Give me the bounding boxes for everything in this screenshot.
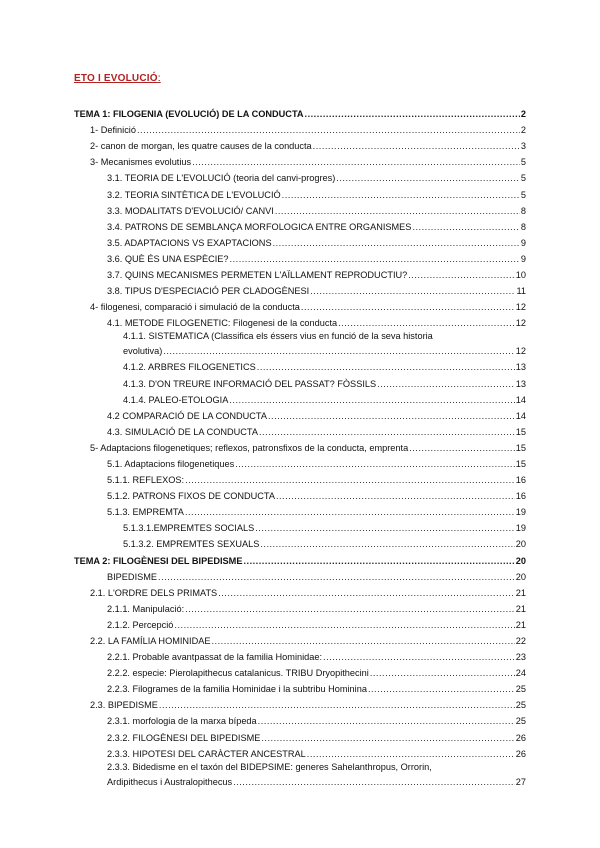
toc-leader-dots — [185, 475, 515, 485]
toc-leader-dots — [185, 507, 515, 517]
toc-page-number: 20 — [515, 571, 526, 582]
toc-page-number: 20 — [515, 555, 526, 566]
toc-entry-title: 5- Adaptacions filogenetiques; reflexos, patronsfixos de la conducta, emprenta — [90, 442, 409, 453]
document-title-text: ETO I EVOLUCIÓ — [74, 73, 158, 84]
toc-entry-title: 3.4. PATRONS DE SEMBLANÇA MORFOLOGICA ENTRE ORGANISMES — [107, 221, 412, 232]
toc-page-number: 21 — [515, 587, 526, 598]
toc-entry[interactable] — [0, 469, 600, 485]
toc-leader-dots — [159, 700, 515, 710]
toc-entry-title: TEMA 1: FILOGENIA (EVOLUCIÓ) DE LA CONDUCTA — [74, 109, 304, 120]
toc-entry[interactable] — [0, 630, 600, 646]
toc-entry[interactable] — [0, 119, 600, 135]
toc-entry-title: 4.1.2. ARBRES FILOGENETICS — [123, 362, 256, 373]
toc-entry-title: 2.3.2. FILOGÈNESI DEL BIPEDISME — [107, 732, 261, 743]
toc-leader-dots — [163, 346, 514, 356]
toc-entry-title: 2.3. BIPEDISME — [90, 700, 158, 711]
toc-page-number: 9 — [520, 237, 526, 248]
toc-entry-title: 2.3.1. morfologia de la marxa bípeda — [107, 716, 257, 727]
toc-page-number: 22 — [515, 636, 526, 646]
toc-page-number: 27 — [515, 776, 526, 787]
toc-page-number: 9 — [520, 253, 526, 264]
toc-entry[interactable] — [0, 533, 600, 549]
toc-leader-dots — [336, 173, 520, 183]
toc-page-number: 13 — [515, 362, 526, 373]
toc-page-number: 19 — [515, 507, 526, 518]
toc-entry-title: 4.3. SIMULACIÓ DE LA CONDUCTA — [107, 426, 258, 437]
toc-entry[interactable] — [0, 135, 600, 151]
toc-entry[interactable] — [0, 598, 600, 614]
toc-leader-dots — [257, 362, 515, 372]
toc-leader-dots — [233, 777, 515, 787]
toc-page-number: 21 — [515, 603, 526, 614]
toc-entry[interactable] — [0, 453, 600, 469]
toc-entry[interactable] — [0, 405, 600, 421]
toc-page-number: 8 — [520, 205, 526, 216]
toc-page-number: 10 — [515, 270, 526, 281]
toc-leader-dots — [268, 411, 515, 421]
toc-page-number: 15 — [515, 442, 526, 453]
toc-entry[interactable] — [0, 566, 600, 582]
toc-entry-title: 1- Definició — [90, 125, 136, 136]
toc-page-number: 12 — [515, 302, 526, 313]
toc-leader-dots — [258, 716, 515, 726]
toc-entry[interactable] — [0, 517, 600, 533]
toc-leader-dots — [260, 539, 514, 549]
toc-page-number: 12 — [515, 346, 526, 357]
toc-leader-dots — [412, 222, 519, 232]
toc-entry-title: 5.1.3. EMPREMTA — [107, 507, 184, 518]
toc-leader-dots — [230, 254, 520, 264]
toc-entry-title: 2.1. L'ORDRE DELS PRIMATS — [90, 587, 218, 598]
toc-page-number: 11 — [516, 286, 526, 297]
toc-page-number: 16 — [515, 475, 526, 486]
toc-entry[interactable] — [0, 678, 600, 694]
toc-page-number: 24 — [515, 668, 526, 679]
toc-leader-dots — [377, 379, 515, 389]
toc-leader-dots — [368, 684, 515, 694]
toc-entry-title: 2.2.1. Probable avantpassat de la familia Hominidae: — [107, 652, 323, 663]
toc-entry[interactable] — [0, 232, 600, 248]
toc-leader-dots — [235, 459, 515, 469]
toc-leader-dots — [313, 141, 520, 151]
toc-leader-dots — [409, 443, 515, 453]
toc-entry[interactable] — [0, 694, 600, 710]
toc-page-number: 5 — [520, 173, 526, 184]
toc-entry[interactable] — [0, 328, 600, 356]
toc-entry-title: TEMA 2: FILOGÈNESI DEL BIPEDISME — [74, 555, 243, 566]
toc-page-number: 26 — [515, 748, 526, 759]
toc-leader-dots — [310, 286, 515, 296]
toc-entry-title: 4.1.1. SISTEMATICA (Classifica els éssers vius en funció de la seva historia — [123, 331, 433, 342]
toc-entry[interactable] — [0, 264, 600, 280]
toc-page-number: 23 — [515, 652, 526, 663]
toc-page-number: 14 — [515, 410, 526, 421]
toc-page-number: 26 — [515, 732, 526, 743]
toc-entry-title: 3.3. MODALITATS D'EVOLUCIÓ/ CANVI — [107, 205, 274, 216]
toc-leader-dots — [276, 491, 515, 501]
toc-entry-title: 2.2.3. Filogrames de la familia Hominidae i la subtribu Hominina — [107, 684, 367, 695]
toc-entry-title: 2.2. LA FAMÍLIA HOMINIDAE — [90, 636, 211, 646]
toc-page-number: 19 — [515, 523, 526, 534]
toc-leader-dots — [229, 395, 514, 405]
toc-page-number: 21 — [515, 619, 526, 630]
toc-entry-title: 3.1. TEORIA DE L'EVOLUCIÓ (teoria del canvi-progres) — [107, 173, 336, 184]
toc-entry-title: 3- Mecanismes evolutius — [90, 157, 192, 168]
toc-entry[interactable] — [0, 710, 600, 726]
toc-page-number: 5 — [520, 157, 526, 168]
document-title — [74, 73, 161, 84]
toc-entry[interactable] — [0, 662, 600, 678]
toc-leader-dots — [408, 270, 515, 280]
toc-entry-title: 4.1.4. PALEO-ETOLOGIA — [123, 394, 229, 405]
toc-entry[interactable] — [0, 646, 600, 662]
toc-leader-dots — [174, 620, 514, 630]
toc-entry[interactable] — [0, 200, 600, 216]
toc-entry-title: 2.1.2. Percepció — [107, 619, 174, 630]
toc-entry-title: 3.5. ADAPTACIONS VS EXAPTACIONS — [107, 237, 272, 248]
toc-page-number: 14 — [515, 394, 526, 405]
toc-entry-title: 3.7. QUINS MECANISMES PERMETEN L'AÏLLAMENT REPRODUCTIU? — [107, 270, 408, 281]
toc-leader-dots — [255, 523, 515, 533]
toc-entry[interactable] — [0, 759, 600, 787]
toc-entry-line — [123, 342, 526, 356]
toc-page-number: 2 — [520, 125, 526, 136]
toc-entry-title-cont: evolutiva) — [123, 346, 163, 357]
toc-entry[interactable] — [0, 356, 600, 372]
toc-entry-title: 3.8. TIPUS D'ESPECIACIÓ PER CLADOGÈNESI — [107, 286, 310, 297]
toc-page-number: 5 — [520, 189, 526, 200]
toc-leader-dots — [338, 318, 515, 328]
toc-page-number: 25 — [515, 684, 526, 695]
toc-leader-dots — [259, 427, 515, 437]
toc-entry-title: 5.1.2. PATRONS FIXOS DE CONDUCTA — [107, 491, 275, 502]
toc-entry[interactable] — [0, 421, 600, 437]
toc-leader-dots — [218, 588, 515, 598]
toc-entry[interactable] — [0, 103, 600, 119]
toc-page-number: 25 — [515, 716, 526, 727]
toc-page-number: 15 — [515, 458, 526, 469]
toc-entry[interactable] — [0, 151, 600, 167]
toc-leader-dots — [185, 604, 515, 614]
toc-entry[interactable] — [0, 389, 600, 405]
toc-leader-dots — [301, 302, 515, 312]
toc-page-number: 3 — [520, 141, 526, 152]
toc-leader-dots — [307, 749, 515, 759]
toc-leader-dots — [261, 733, 514, 743]
toc-leader-dots — [370, 668, 515, 678]
toc-entry-line — [107, 773, 526, 787]
toc-entry[interactable] — [0, 485, 600, 501]
toc-entry-title: 5.1.3.1.EMPREMTES SOCIALS — [123, 523, 255, 534]
toc-entry[interactable] — [0, 437, 600, 453]
toc-page-number: 15 — [515, 426, 526, 437]
toc-page-number: 16 — [515, 491, 526, 502]
toc-entry[interactable] — [0, 372, 600, 388]
toc-leader-dots — [158, 572, 515, 582]
toc-entry[interactable] — [0, 726, 600, 742]
toc-entry-title: 4.1.3. D'ON TREURE INFORMACIÓ DEL PASSAT? FÒSSILS — [123, 378, 377, 389]
toc-entry[interactable] — [0, 167, 600, 183]
document-title-colon: : — [157, 73, 161, 84]
toc-entry-title: 5.1.1. REFLEXOS: — [107, 475, 185, 486]
toc-entry[interactable] — [0, 312, 600, 328]
toc-entry-title: 5.1. Adaptacions filogenetiques — [107, 458, 235, 469]
toc-entry-title: 3.6. QUÈ ÉS UNA ESPÈCIE? — [107, 253, 229, 264]
toc-entry-title: 2.3.3. HIPOTESI DEL CARÀCTER ANCESTRAL — [107, 748, 306, 759]
toc-entry[interactable] — [0, 501, 600, 517]
toc-leader-dots — [282, 190, 520, 200]
toc-entry[interactable] — [0, 183, 600, 199]
toc-entry-title: 3.2. TEORIA SINTÈTICA DE L'EVOLUCIÓ — [107, 189, 281, 200]
toc-entry-title: 4- filogenesi, comparació i simulació de la conducta — [90, 302, 300, 313]
toc-entry[interactable] — [0, 216, 600, 232]
toc-entry[interactable] — [0, 582, 600, 598]
toc-leader-dots — [273, 238, 520, 248]
toc-leader-dots — [137, 125, 520, 135]
toc-entry-title-cont: Ardipithecus i Australopithecus — [107, 776, 233, 787]
toc-leader-dots — [323, 652, 515, 662]
toc-entry-title: BIPEDISME — [107, 571, 158, 582]
toc-page-number: 2 — [520, 109, 526, 120]
toc-entry-title: 4.2 COMPARACIÓ DE LA CONDUCTA — [107, 410, 267, 421]
toc-entry[interactable] — [0, 614, 600, 630]
toc-page-number: 12 — [515, 318, 526, 329]
toc-page-number: 13 — [515, 378, 526, 389]
toc-leader-dots — [305, 109, 520, 119]
toc-entry-title: 2.3.3. Bidedisme en el taxón del BIDEPSIME: generes Sahelanthropus, Orrorin, — [107, 761, 432, 772]
toc-leader-dots — [243, 556, 514, 566]
toc-leader-dots — [212, 636, 515, 646]
toc-entry-title: 2.1.1. Manipulació: — [107, 603, 185, 614]
toc-entry-title: 2- canon de morgan, les quatre causes de la conducta — [90, 141, 312, 152]
toc-entry[interactable] — [0, 248, 600, 264]
toc-leader-dots — [192, 157, 520, 167]
toc-entry-title: 2.2.2. especie: Pierolapithecus catalanicus. TRIBU Dryopithecini — [107, 668, 369, 679]
toc-entry[interactable] — [0, 280, 600, 296]
toc-page-number: 25 — [515, 700, 526, 711]
toc-entry[interactable] — [0, 549, 600, 565]
toc-entry[interactable] — [0, 296, 600, 312]
toc-leader-dots — [275, 206, 520, 216]
table-of-contents — [0, 103, 600, 787]
toc-page-number: 8 — [520, 221, 526, 232]
toc-entry[interactable] — [0, 743, 600, 759]
toc-entry-title: 4.1. METODE FILOGENETIC: Filogenesi de la conducta — [107, 318, 338, 329]
toc-page-number: 20 — [515, 539, 526, 550]
toc-entry-title: 5.1.3.2. EMPREMTES SEXUALS — [123, 539, 260, 550]
